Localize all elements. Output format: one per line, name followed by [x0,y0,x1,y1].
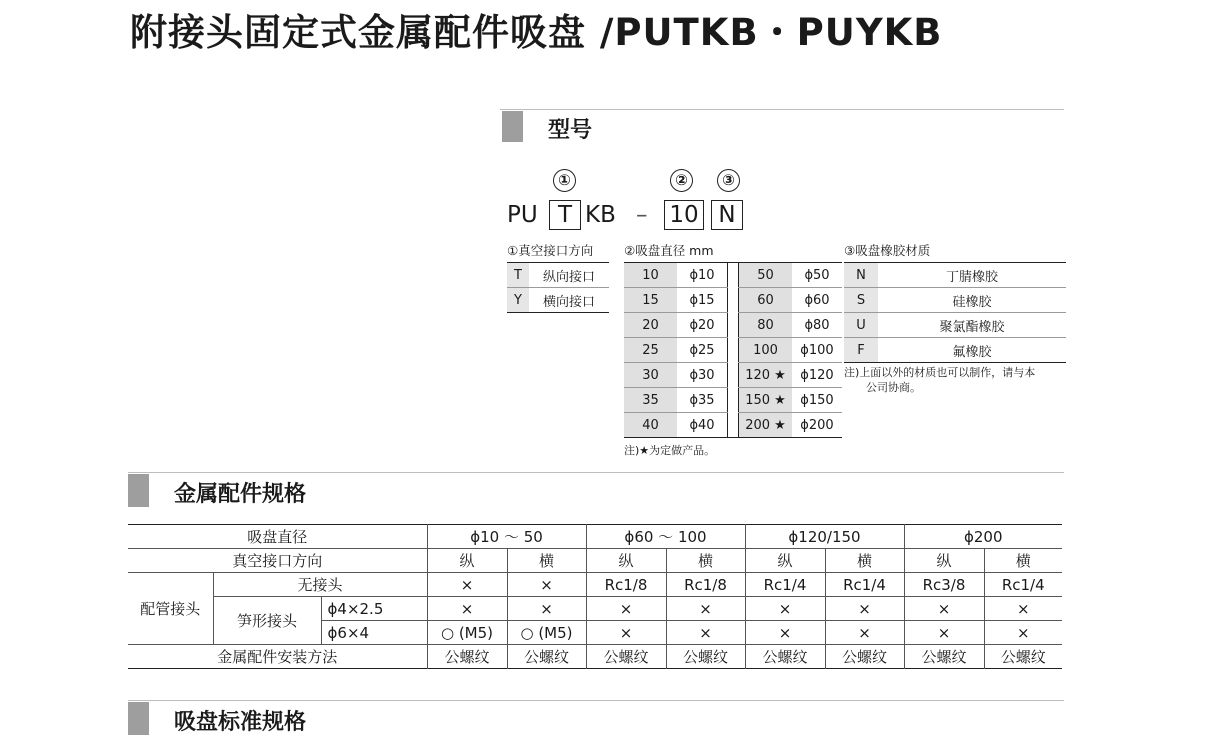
table-row [624,313,842,338]
table-cell: Rc1/8 [586,573,666,597]
pad-dia-group: ϕ120/150 [745,525,904,549]
table-row [624,338,842,363]
table-row [507,288,609,313]
section-marker-pad-spec [128,702,149,735]
table-row [624,363,842,388]
material-key: N [844,263,878,288]
table-cell: × [507,573,586,597]
port-dir-value: 横向接口 [529,288,609,313]
table-cell: × [427,597,507,621]
table-cell: × [825,621,904,645]
row-label-mount: 金属配件安装方法 [128,645,427,669]
section-marker-fitting [128,474,149,507]
note-custom-order: 注)★为定做产品。 [624,444,716,457]
table-cell: 公螺纹 [586,645,666,669]
note-material-line2: 公司协商。 [866,381,921,394]
table-cell: 纵 [427,549,507,573]
table-cell: 公螺纹 [507,645,586,669]
pad-dia-value: ϕ30 [677,363,728,388]
table-row [624,413,842,438]
page-title: 附接头固定式金属配件吸盘 /PUTKB・PUYKB [130,11,943,54]
table-row [128,573,1062,597]
table-cell: Rc1/8 [666,573,745,597]
table-cell: × [904,597,984,621]
material-value: 硅橡胶 [878,288,1066,313]
table-cell: Rc1/4 [984,573,1062,597]
table-material [844,262,1066,363]
table-cell: × [825,597,904,621]
table-row [507,263,609,288]
table-cell: Rc1/4 [745,573,825,597]
section-rule-fitting [128,472,1064,473]
code-box-material: N [711,200,743,230]
table-cell: 公螺纹 [825,645,904,669]
table-row [624,288,842,313]
table-cell: × [586,621,666,645]
pad-dia-value: ϕ80 [792,313,842,338]
pad-dia-key: 150 ★ [739,388,793,413]
pad-dia-value: ϕ50 [792,263,842,288]
table-row [844,313,1066,338]
table-row [128,645,1062,669]
material-key: F [844,338,878,363]
port-dir-key: Y [507,288,529,313]
pad-dia-value: ϕ120 [792,363,842,388]
table-cell: × [666,621,745,645]
table-row [624,388,842,413]
table-cell: × [507,597,586,621]
table-cell: × [904,621,984,645]
table-cell: × [745,597,825,621]
table-row [844,263,1066,288]
material-key: U [844,313,878,338]
caption-pad-dia: ②吸盘直径 mm [624,243,714,258]
table-row [128,525,1062,549]
row-label-piping: 配管接头 [128,573,213,645]
table-cell: 横 [984,549,1062,573]
marker-3: ③ [717,169,740,192]
pad-dia-key: 200 ★ [739,413,793,438]
pad-dia-group: ϕ200 [904,525,1062,549]
note-material-line1: 注)上面以外的材质也可以制作，请与本 [844,366,1036,379]
table-cell: 公螺纹 [427,645,507,669]
pad-dia-key: 120 ★ [739,363,793,388]
pad-dia-key: 80 [739,313,793,338]
table-cell: ○ (M5) [427,621,507,645]
code-box-pad-dia: 10 [664,200,704,230]
section-title-pad-spec: 吸盘标准规格 [174,710,307,735]
table-cell: ○ (M5) [507,621,586,645]
table-row [128,597,1062,621]
table-cell: × [745,621,825,645]
caption-material: ③吸盘橡胶材质 [844,243,931,258]
pad-dia-key: 50 [739,263,793,288]
material-key: S [844,288,878,313]
pad-dia-value: ϕ35 [677,388,728,413]
port-dir-key: T [507,263,529,288]
code-prefix: PU [507,202,538,228]
pad-dia-value: ϕ200 [792,413,842,438]
table-cell: 横 [666,549,745,573]
table-cell: 公螺纹 [745,645,825,669]
table-cell: 公螺纹 [666,645,745,669]
material-value: 聚氯酯橡胶 [878,313,1066,338]
table-cell: 横 [507,549,586,573]
pad-dia-value: ϕ40 [677,413,728,438]
table-pad-dia [624,262,842,438]
table-port-dir [507,262,609,313]
marker-2: ② [670,169,693,192]
pad-dia-value: ϕ25 [677,338,728,363]
table-row [844,338,1066,363]
caption-port-dir: ①真空接口方向 [507,243,594,258]
pad-dia-key: 35 [624,388,677,413]
section-title-model: 型号 [548,118,593,143]
table-cell: 纵 [904,549,984,573]
pad-dia-key: 100 [739,338,793,363]
pad-dia-key: 60 [739,288,793,313]
section-marker-model [502,111,523,142]
table-row [624,263,842,288]
table-cell: 纵 [745,549,825,573]
section-rule-model [500,109,1064,110]
pad-dia-value: ϕ20 [677,313,728,338]
code-dash: – [636,202,648,228]
table-cell: 公螺纹 [904,645,984,669]
row-label-pad-dia: 吸盘直径 [128,525,427,549]
code-box-port-dir: T [549,200,581,230]
table-cell: 公螺纹 [984,645,1062,669]
pad-dia-value: ϕ10 [677,263,728,288]
table-row [844,288,1066,313]
pad-dia-key: 30 [624,363,677,388]
pad-dia-value: ϕ15 [677,288,728,313]
table-cell: × [984,597,1062,621]
table-cell: × [427,573,507,597]
pad-dia-key: 40 [624,413,677,438]
table-cell: 纵 [586,549,666,573]
table-cell: × [984,621,1062,645]
table-cell: × [586,597,666,621]
port-dir-value: 纵向接口 [529,263,609,288]
pad-dia-value: ϕ150 [792,388,842,413]
table-cell: 横 [825,549,904,573]
pad-dia-group: ϕ60 ～ 100 [586,525,745,549]
row-label-no-fitting: 无接头 [213,573,427,597]
table-fitting-spec [128,524,1062,669]
row-label-barb-size: ϕ6×4 [321,621,427,645]
pad-dia-key: 25 [624,338,677,363]
pad-dia-value: ϕ100 [792,338,842,363]
table-cell: × [666,597,745,621]
pad-dia-key: 15 [624,288,677,313]
row-label-barb: 笋形接头 [213,597,321,645]
material-value: 氟橡胶 [878,338,1066,363]
pad-dia-key: 10 [624,263,677,288]
section-rule-pad-spec [128,700,1064,701]
code-mid: KB [585,202,616,228]
marker-1: ① [553,169,576,192]
table-cell: Rc3/8 [904,573,984,597]
section-title-fitting: 金属配件规格 [174,482,307,507]
pad-dia-group: ϕ10 ～ 50 [427,525,586,549]
pad-dia-key: 20 [624,313,677,338]
table-cell: Rc1/4 [825,573,904,597]
row-label-barb-size: ϕ4×2.5 [321,597,427,621]
table-row [128,549,1062,573]
material-value: 丁腈橡胶 [878,263,1066,288]
pad-dia-value: ϕ60 [792,288,842,313]
row-label-port-dir: 真空接口方向 [128,549,427,573]
